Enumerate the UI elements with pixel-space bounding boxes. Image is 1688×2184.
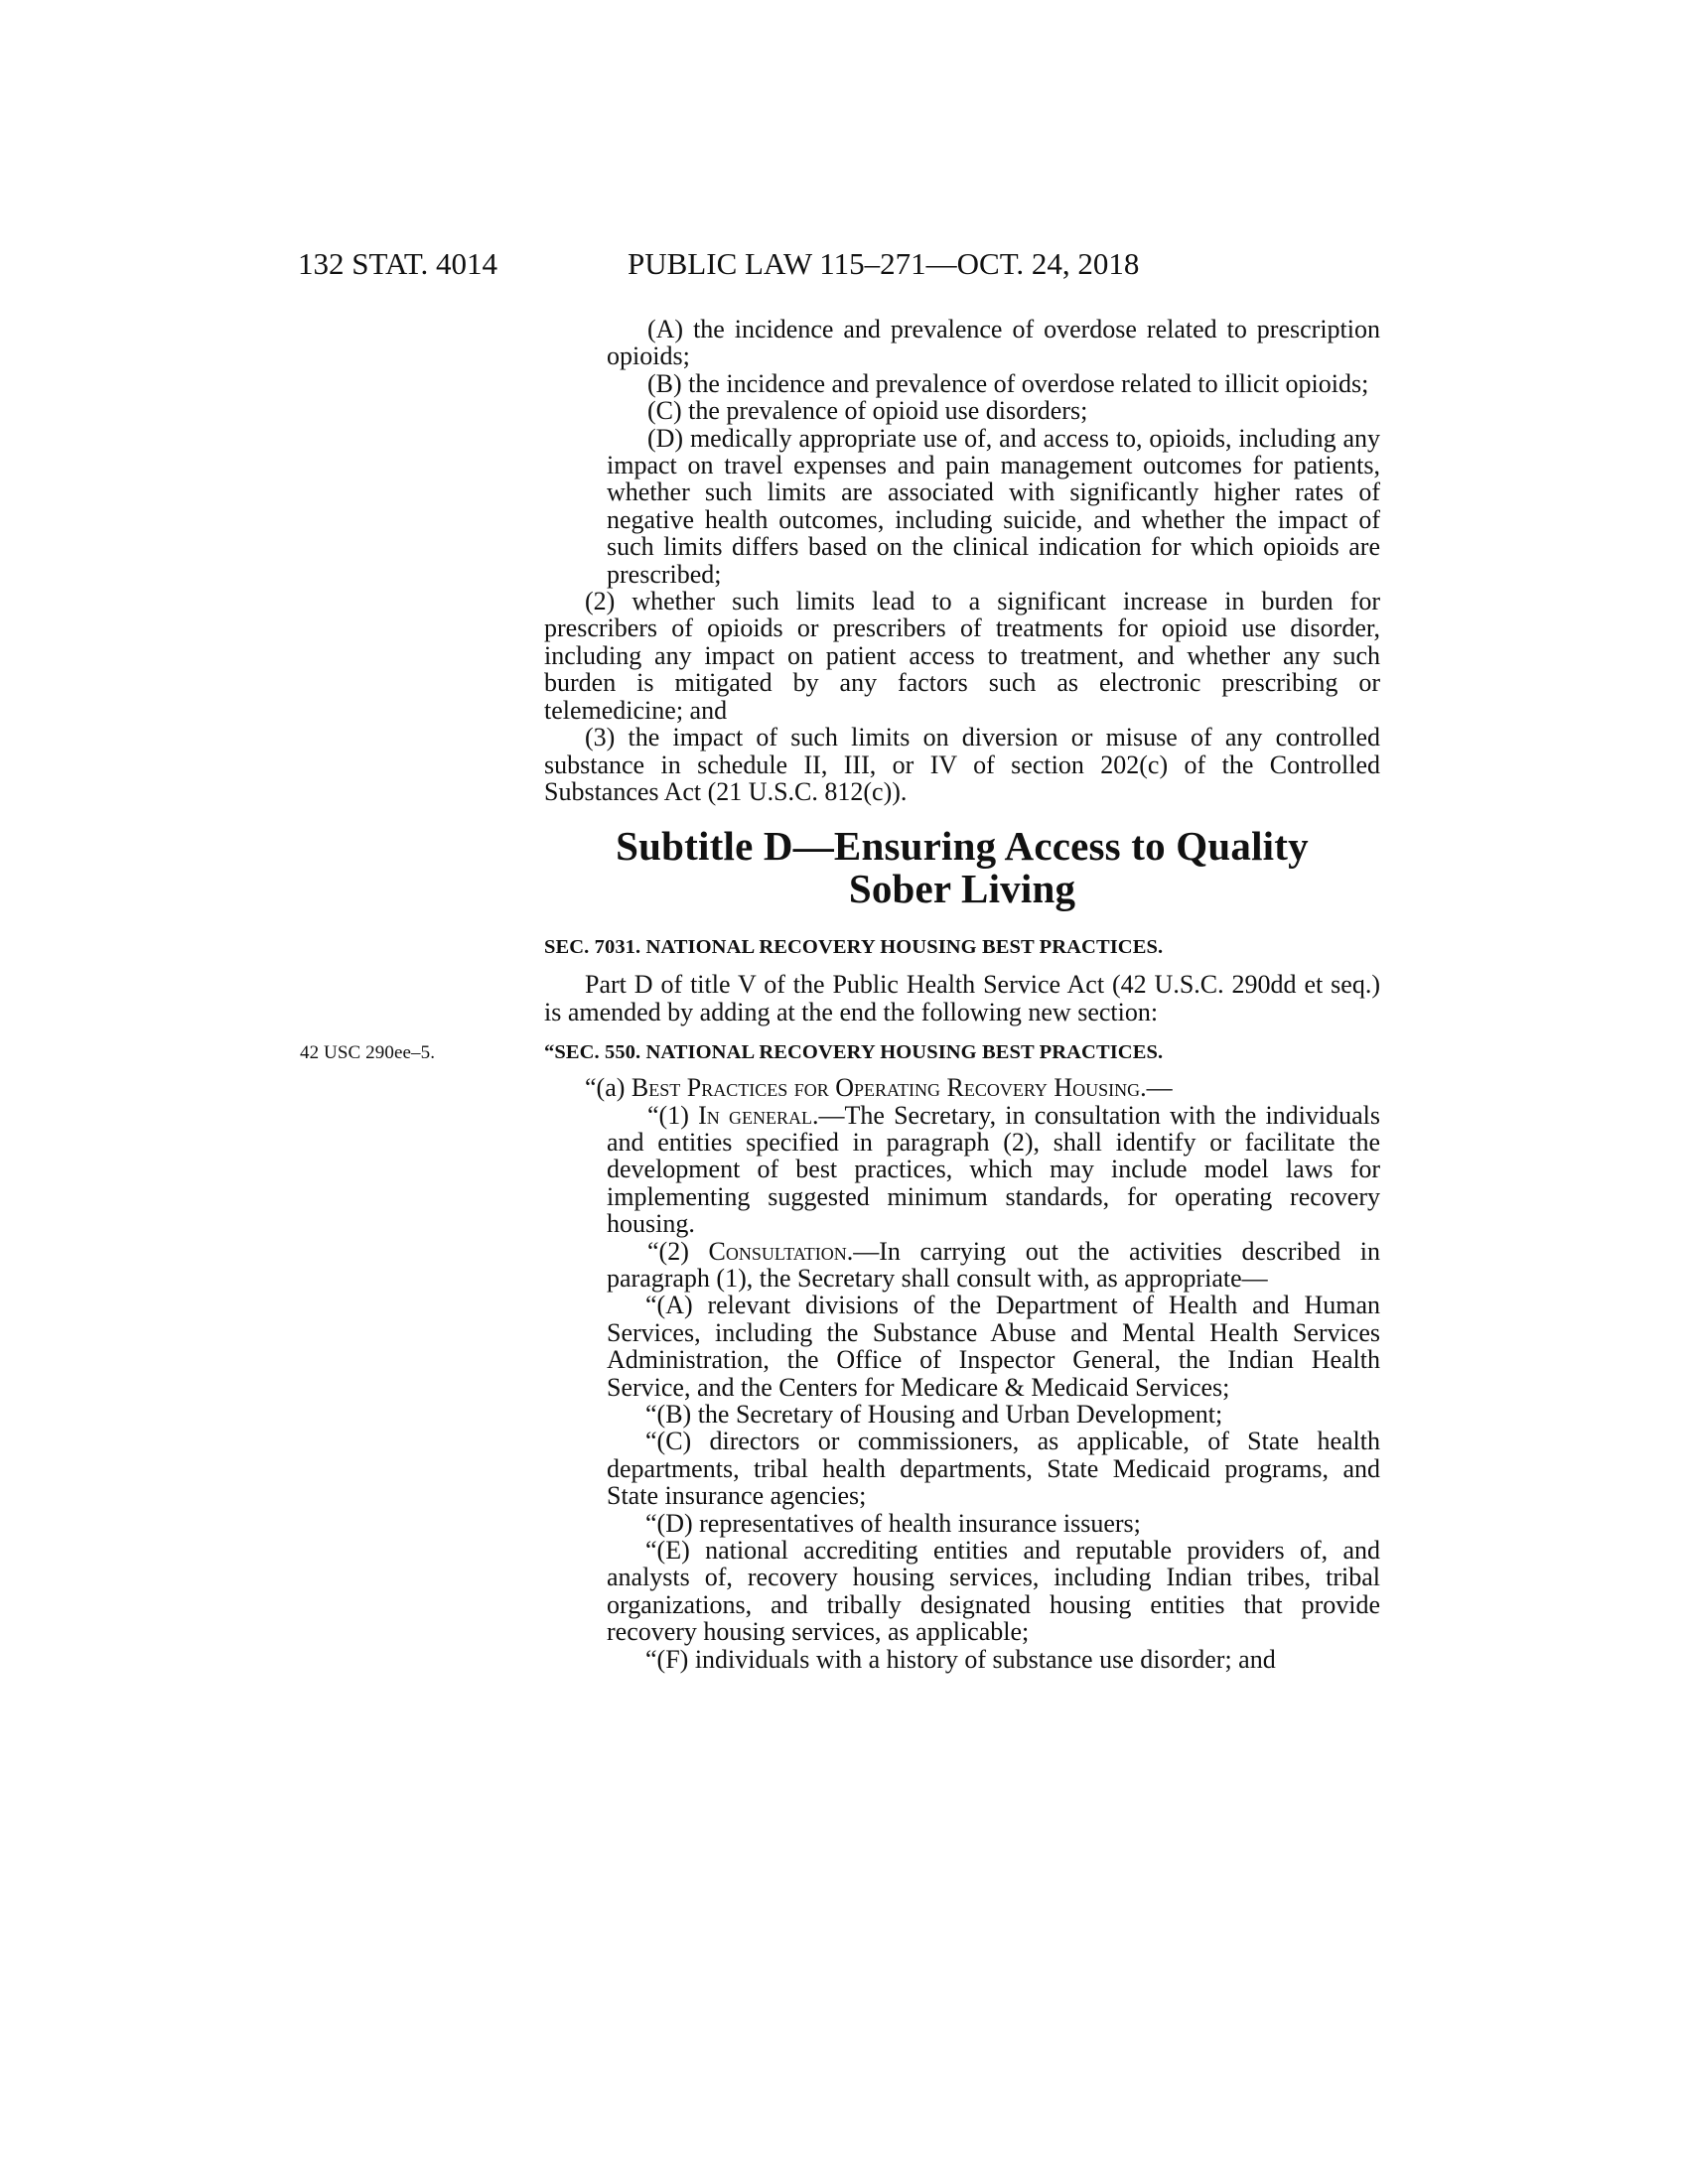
list-item-E: “(E) national accrediting entities and reputable providers of, and analysts of, recovery housing services, including Indian tribes, tribal organizations, and tribally designated housing entities that provide recovery housing services, as applicable; [607,1536,1380,1647]
section-7031-heading: SEC. 7031. NATIONAL RECOVERY HOUSING BEST PRACTICES. [544,936,1164,959]
paragraph-3: (3) the impact of such limits on diversion or misuse of any controlled substance in schedule II, III, or IV of section 202(c) of the Controlled Substances Act (21 U.S.C. 812(c)). [544,723,1380,806]
margin-citation: 42 USC 290ee–5. [300,1042,436,1064]
subsection-a-title: Best Practices for Operating Recovery Housing.— [631,1073,1173,1103]
paragraph-a2-prefix: “(2) [647,1236,709,1266]
list-item-C: “(C) directors or commissioners, as applicable, of State health departments, tribal health departments, State Medicaid programs, and State insurance agencies; [607,1427,1380,1511]
list-item-B: “(B) the Secretary of Housing and Urban Development; [645,1400,1223,1429]
paragraph-D: (D) medically appropriate use of, and access to, opioids, including any impact on travel expenses and pain management outcomes for patients, whether such limits are associated with significantly higher rates of negative health outcomes, including suicide, and whether the impact of such limits differs based on the clinical indication for which opioids are prescribed; [607,423,1380,589]
paragraph-a2-title: Consultation. [708,1236,854,1266]
paragraph-a1-title: In general. [698,1100,819,1130]
section-7031-text: Part D of title V of the Public Health Service Act (42 U.S.C. 290dd et seq.) is amended by adding at the end the following new section: [544,970,1380,1026]
section-550-heading: “SEC. 550. NATIONAL RECOVERY HOUSING BEST PRACTICES. [544,1041,1164,1064]
subtitle-heading [544,825,1380,910]
document-body [300,315,1381,1674]
subtitle-line-2: Sober Living [848,866,1076,912]
running-header [0,246,1688,286]
subtitle-line-1: Subtitle D—Ensuring Access to Quality [616,823,1309,870]
paragraph-a2-text: —In carrying out the activities described in paragraph (1), the Secretary shall consult with, as appropriate— [607,1236,1381,1293]
paragraph-a2 [544,1238,1380,1293]
list-item-F: “(F) individuals with a history of substance use disorder; and [645,1644,1276,1674]
paragraph-a1-text: —The Secretary, in consultation with the individuals and entities specified in paragraph (2), shall identify or facilitate the development of best practices, which may include model laws for implementing suggested minimum standards, for operating recovery housing. [607,1100,1381,1239]
paragraph-2: (2) whether such limits lead to a significant increase in burden for prescribers of opioids or prescribers of treatments for opioid use disorder, including any impact on patient access to treatment, and whether any such burden is mitigated by any factors such as electronic prescribing or telemedicine; and [544,587,1380,725]
paragraph-B: (B) the incidence and prevalence of overdose related to illicit opioids; [647,368,1369,398]
paragraph-a1 [544,1102,1380,1238]
list-item-D: “(D) representatives of health insurance issuers; [645,1508,1141,1538]
paragraph-C: (C) the prevalence of opioid use disorders; [647,396,1088,426]
section-550-heading-block [300,1039,1380,1066]
list-item-A: “(A) relevant divisions of the Department of Health and Human Services, including the Substance Abuse and Mental Health Services Administration, the Office of Inspector General, the Indian Health Service, and the Centers for Medicare & Medicaid Services; [607,1291,1380,1402]
public-law-citation: PUBLIC LAW 115–271—OCT. 24, 2018 [628,246,1140,281]
paragraph-a1-prefix: “(1) [647,1100,699,1130]
subsection-a-prefix: “(a) [585,1073,632,1103]
paragraph-A: (A) the incidence and prevalence of overdose related to prescription opioids; [607,315,1380,371]
statute-citation: 132 STAT. 4014 [298,246,498,281]
subsection-a-heading [544,1074,1380,1101]
